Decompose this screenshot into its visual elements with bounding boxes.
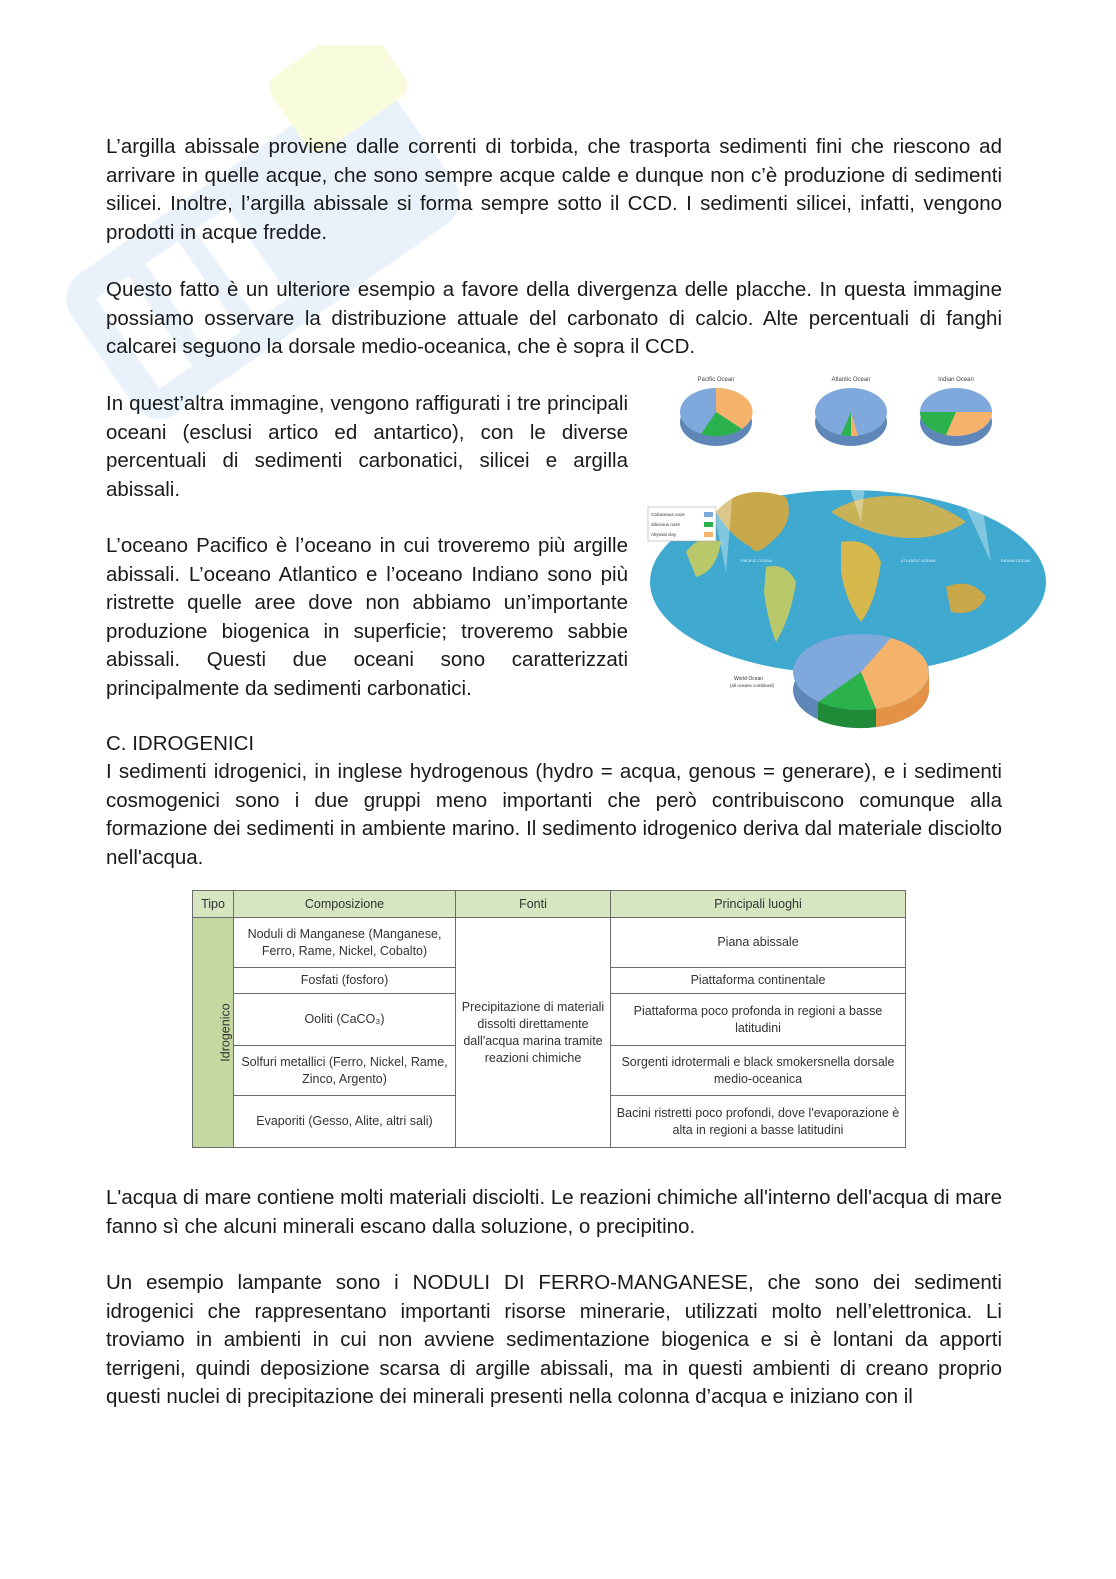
legend-calcareous-label: Calcareous ooze [651,512,685,517]
paragraph-oceani: In quest’altra immagine, vengono raffigurati i tre principali oceani (esclusi artico ed antartico), con le diverse percentuali di sedimenti carbonatici, silicei e argilla abissali. [106,392,628,501]
atlantic-pie [815,388,887,446]
composizione-cell: Evaporiti (Gesso, Alite, altri sali) [234,1096,456,1148]
ocean-sediment-svg [646,372,1050,732]
luoghi-cell: Sorgenti idrotermali e black smokersnella dorsale medio-oceanica [611,1046,906,1096]
tipo-cell: Idrogenico [193,918,234,1148]
pacific-pie-label: Pacific Ocean [697,377,735,383]
map-label-pacific: PACIFIC OCEAN [741,558,772,563]
header-tipo: Tipo [193,891,234,918]
legend-clay-swatch [704,532,713,537]
paragraph-argilla: L’argilla abissale proviene dalle correnti di torbida, che trasporta sedimenti fini che riescono ad arrivare in quelle acque, che sono sempre acque calde e dunque non c’è produzione di sedimenti silicei. Inoltre, l’argilla abissale si forma sempre sotto il CCD. I sedimenti silicei, infatti, vengono prodotti in acque fredde. [106,135,1002,244]
luoghi-cell: Piana abissale [611,918,906,968]
legend-calcareous-swatch [704,512,713,517]
atlantic-pie-label: Atlantic Ocean [831,377,871,383]
legend-siliceous-label: Siliceous ooze [651,522,681,527]
header-fonti: Fonti [456,891,611,918]
composizione-cell: Solfuri metallici (Ferro, Nickel, Rame, Zinco, Argento) [234,1046,456,1096]
composizione-cell: Ooliti (CaCO₃) [234,994,456,1046]
paragraph-divergenza: Questo fatto è un ulteriore esempio a favore della divergenza delle placche. In questa immagine possiamo osservare la distribuzione attuale del carbonato di calcio. Alte percentuali di fanghi calcarei seguono la dorsale medio-oceanica, che è sopra il CCD. [106,278,1002,358]
paragraph-acqua-mare: L'acqua di mare contiene molti materiali disciolti. Le reazioni chimiche all'interno dell'acqua di mare fanno sì che alcuni minerali escano dalla soluzione, o precipitino. [106,1186,1002,1238]
world-pie-label-line1: World Ocean [734,676,764,682]
map-label-atlantic: ATLANTIC OCEAN [901,558,936,563]
paragraph-idrogenici: I sedimenti idrogenici, in inglese hydrogenous (hydro = acqua, genous = generare), e i sedimenti cosmogenici sono i due gruppi meno importanti che però contribuiscono comunque alla formazione dei sedimenti in ambiente marino. Il sedimento idrogenico deriva dal materiale disciolto nell'acqua. [106,760,1002,869]
luoghi-cell: Piattaforma continentale [611,968,906,994]
paragraph-pacifico: L’oceano Pacifico è l’oceano in cui troveremo più argille abissali. L’oceano Atlantico e l’oceano Indiano sono più ristrette quelle aree dove non abbiamo un’importante produzione biogenica in superficie; troveremo sabbie abissali. Questi due oceani sono caratterizzati principalmente da sedimenti carbonatici. [106,534,628,700]
ocean-sediment-figure [646,372,1050,732]
map-label-indian: INDIAN OCEAN [1001,558,1030,563]
legend-clay-label: Abyssal clay [651,532,677,537]
composizione-cell: Noduli di Manganese (Manganese, Ferro, Rame, Nickel, Cobalto) [234,918,456,968]
indian-pie [920,388,992,446]
header-luoghi: Principali luoghi [611,891,906,918]
section-heading-idrogenici: C. IDROGENICI [106,732,255,755]
table-row [193,918,906,968]
legend-siliceous-swatch [704,522,713,527]
hydrogenous-sediments-table [192,890,906,1148]
luoghi-cell: Piattaforma poco profonda in regioni a basse latitudini [611,994,906,1046]
luoghi-cell: Bacini ristretti poco profondi, dove l'evaporazione è alta in regioni a basse latitudini [611,1096,906,1148]
indian-pie-label: Indian Ocean [938,377,974,383]
world-pie-label-line2: (all oceans combined) [730,683,775,688]
world-pie [793,634,929,728]
pacific-pie [680,388,753,446]
paragraph-noduli: Un esempio lampante sono i NODULI DI FERRO-MANGANESE, che sono dei sedimenti idrogenici che rappresentano importanti risorse minerarie, utilizzati molto nell’elettronica. Li troviamo in ambienti in cui non avviene sedimentazione biogenica e si è lontani da apporti terrigeni, quindi deposizione scarsa di argille abissali, ma in questi ambienti di creano proprio questi nuclei di precipitazione dei minerali presenti nella colonna d’acqua e iniziano con il [106,1271,1002,1408]
fonti-cell: Precipitazione di materiali dissolti direttamente dall'acqua marina tramite reazioni chimiche [456,918,611,1148]
composizione-cell: Fosfati (fosforo) [234,968,456,994]
header-composizione: Composizione [234,891,456,918]
